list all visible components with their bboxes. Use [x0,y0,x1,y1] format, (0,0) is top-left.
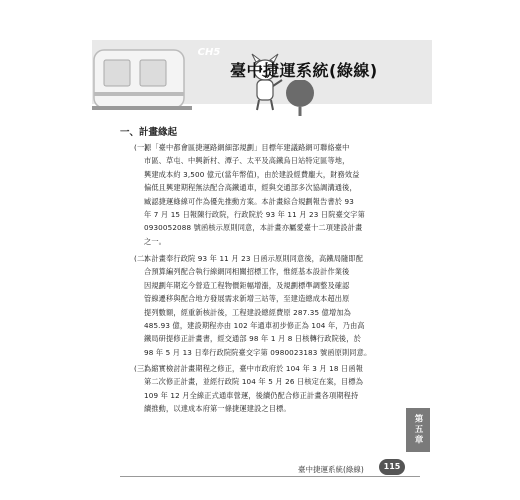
paragraph-line: 合預算編列配合執行線網同相關招標工作，惟經基本設計作業後 [144,267,350,277]
paragraph-line: 興建成本約 3,500 億元(當年幣值)，由於建設經費龐大，財務效益 [144,169,360,179]
paragraph-1 [134,141,412,248]
paragraph-line: 109 年 12 月全線正式通車營運，後續仍配合修正計畫各項期程持 [144,390,359,400]
paragraph-line: 本計畫奉行政院 93 年 11 月 23 日函示原則同意後，高鐵局隨即配 [144,254,364,263]
paragraph-line: 市區、草屯、中興新村、潭子、太平及高鐵烏日站特定區等地， [144,156,350,166]
chapter-sign-icon [282,80,318,116]
paragraph-line: 之一。 [144,236,167,246]
footer-divider [120,476,420,477]
train-illustration [92,46,192,112]
paragraph-line: 為縮實檢討計畫期程之修正，臺中市政府於 104 年 3 月 18 日函報 [144,364,364,373]
paragraph-2 [134,252,412,359]
section-heading: 一、計畫緣起 [120,127,178,138]
paragraph-number: (一) [134,143,148,152]
page-number-badge: 115 [379,459,405,475]
paragraph-line: 管線遷移與配合地方發展需求新增三站等，至建造總成本超出原 [144,294,350,304]
paragraph-line: 485.93 億，建設期程亦由 102 年通車初步修正為 104 年，乃由高 [144,321,365,331]
paragraph-line: 鐵局研提修正計畫書，經交通部 98 年 1 月 8 日核轉行政院後，於 [144,334,361,344]
paragraph-line: 偏低且興建期程無法配合高鐵通車，經與交通部多次協調溝通後， [144,183,357,193]
paragraph-line: 98 年 5 月 13 日奉行政院院臺交字第 0980023183 號函原則同意。 [144,347,372,357]
paragraph-number: (二) [134,254,148,263]
paragraph-line: 年 7 月 15 日報陳行政院，行政院於 93 年 11 月 23 日院臺交字第 [144,210,365,220]
chapter-badge: CH5 [197,47,221,58]
paragraph-line: 因規劃年期迄今營造工程物價鉅幅增漲，及規劃標準調整及確認 [144,280,350,290]
paragraph-line: 臧認捷運綠線可作為優先推動方案。本計畫綜合規劃報告書於 93 [144,196,354,206]
paragraph-number: (三) [134,364,148,373]
chapter-title: 臺中捷運系統(綠線) [230,61,378,80]
paragraph-3 [134,362,412,416]
paragraph-line: 0930052088 號函核示原則同意，本計畫亦屬愛臺十二項建設計畫 [144,223,363,233]
paragraph-line: 源「臺中都會區捷運路網細部規劃」目標年建議路網可聯絡臺中 [144,143,350,152]
paragraph-line: 提列數額，經重新核計後，工程建設總經費原 287.35 億增加為 [144,307,352,317]
paragraph-line: 第二次修正計畫，並經行政院 104 年 5 月 26 日核定在案，目標為 [144,377,364,387]
paragraph-line: 續推動，以達成本府第一條捷運建設之目標。 [144,404,291,414]
chapter-side-tab: 第五章 [406,408,430,452]
footer-label: 臺中捷運系統(綠線) [298,465,364,474]
